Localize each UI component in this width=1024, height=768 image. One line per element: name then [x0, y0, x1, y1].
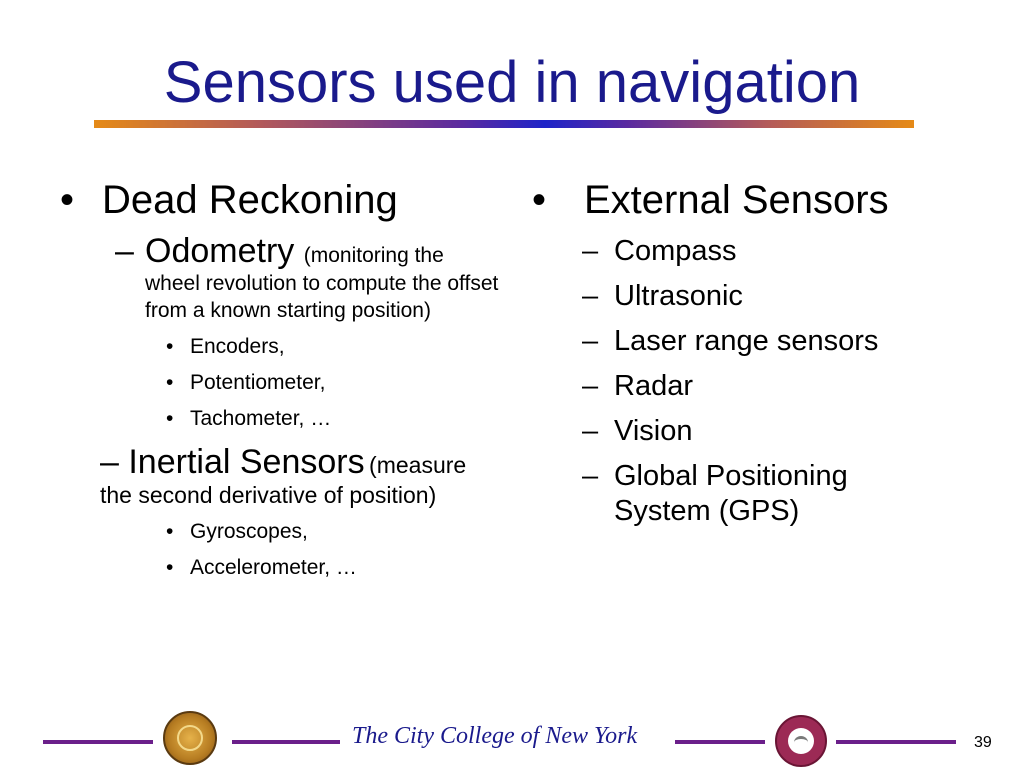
odometry-label: Odometry — [145, 232, 295, 270]
odometry-note-2: wheel revolution to compute the offset from a known starting position) — [145, 272, 499, 322]
bullet-external-sensors — [532, 176, 972, 224]
list-item-label: Vision — [614, 415, 693, 447]
list-item-label: Ultrasonic — [614, 280, 743, 312]
dash: – — [582, 235, 599, 267]
list-item-label: Gyroscopes, — [190, 520, 308, 543]
left-column — [60, 176, 550, 581]
list-item — [166, 405, 550, 432]
dash: – — [582, 280, 599, 312]
logo-mark — [794, 736, 808, 749]
list-item — [582, 234, 972, 269]
page-number: 39 — [974, 734, 992, 751]
dash: – — [115, 232, 134, 270]
dash: – — [582, 415, 599, 447]
list-item-label: Global Positioning System (GPS) — [614, 460, 848, 527]
college-seal-icon — [163, 711, 217, 765]
dash: – — [582, 370, 599, 402]
title-underline — [94, 120, 914, 128]
bullet-dot: • — [166, 407, 174, 430]
bullet-dot: • — [166, 520, 174, 543]
footer-rule-1 — [43, 740, 153, 744]
list-item — [582, 324, 972, 359]
slide-title: Sensors used in navigation — [163, 50, 861, 115]
sub-odometry — [115, 232, 550, 324]
bullet-label: Dead Reckoning — [102, 178, 398, 222]
list-item — [166, 518, 550, 545]
bullet-dot: • — [166, 556, 174, 579]
bullet-dot: • — [60, 178, 75, 222]
dash: – — [100, 443, 129, 481]
list-item-label: Laser range sensors — [614, 325, 879, 357]
list-item-label: Tachometer, … — [190, 407, 332, 430]
footer-rule-2 — [232, 740, 340, 744]
odometry-note-1: (monitoring the — [303, 244, 444, 267]
list-item-label: Compass — [614, 235, 737, 267]
list-item — [582, 414, 972, 449]
list-item — [166, 554, 550, 581]
footer-college-name: The City College of New York — [352, 723, 638, 749]
dash: – — [582, 460, 599, 492]
list-item-label: Encoders, — [190, 335, 285, 358]
list-item-label: Radar — [614, 370, 693, 402]
inertial-label: Inertial Sensors — [128, 443, 365, 481]
list-item-label: Potentiometer, — [190, 371, 326, 394]
right-column — [532, 176, 972, 529]
list-item — [166, 333, 550, 360]
inertial-note-1: (measure — [369, 452, 467, 478]
robotics-lab-logo-icon — [775, 715, 827, 767]
bullet-dead-reckoning — [60, 176, 550, 224]
footer-rule-4 — [836, 740, 956, 744]
list-item — [582, 279, 972, 314]
bullet-dot: • — [166, 335, 174, 358]
bullet-dot: • — [166, 371, 174, 394]
odometry-text — [145, 232, 525, 324]
list-item-label: Accelerometer, … — [190, 556, 357, 579]
inertial-note-2: the second derivative of position) — [100, 482, 437, 508]
footer-rule-3 — [675, 740, 765, 744]
list-item — [166, 369, 550, 396]
list-item — [582, 369, 972, 404]
sub-inertial — [100, 442, 550, 509]
seal-ring — [177, 725, 203, 751]
bullet-dot: • — [532, 178, 547, 222]
list-item — [582, 459, 972, 529]
bullet-label: External Sensors — [584, 178, 889, 222]
dash: – — [582, 325, 599, 357]
